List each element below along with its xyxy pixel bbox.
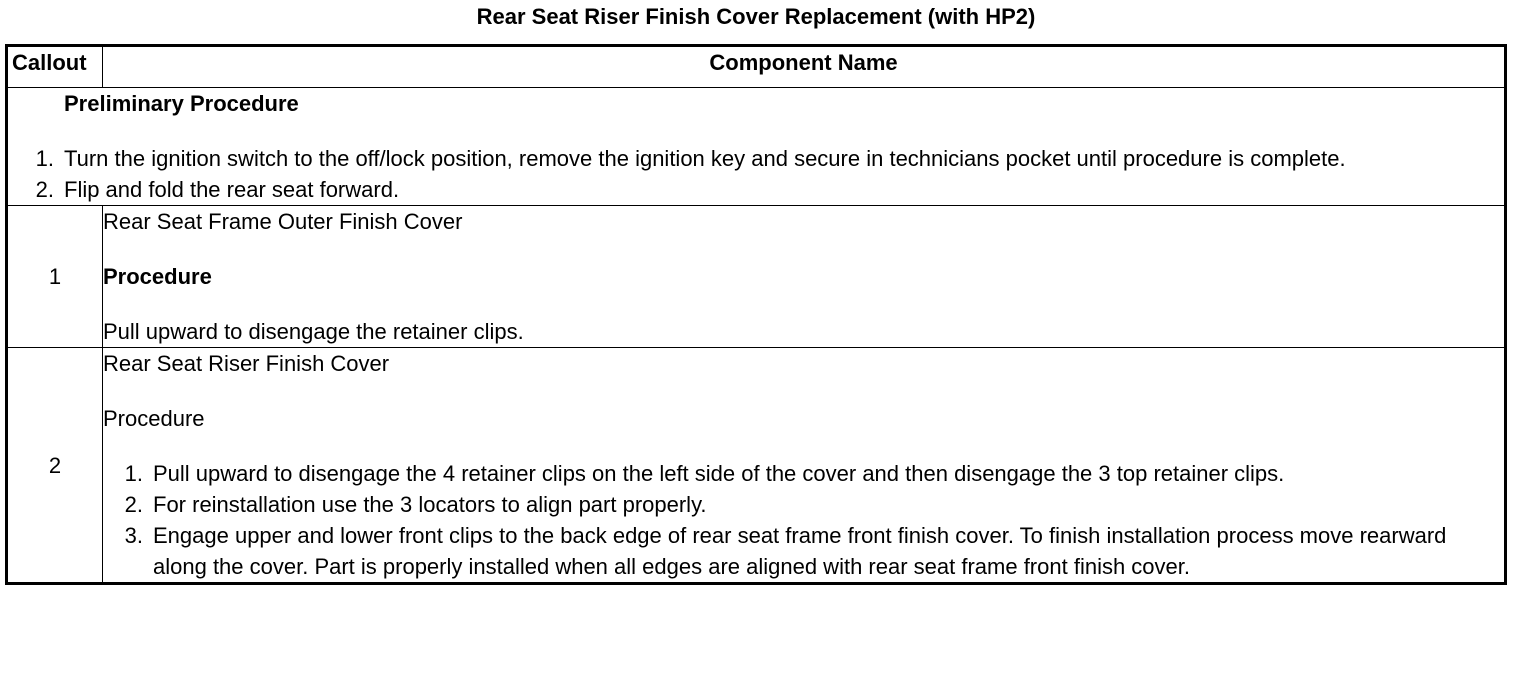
table-row [7,348,1506,584]
step-number: 2. [35,177,54,202]
preliminary-step [8,143,1504,174]
procedure-label: Procedure [103,264,212,289]
step-number: 1. [35,146,54,171]
step-number: 2. [124,492,143,517]
document-title: Rear Seat Riser Finish Cover Replacement (with HP2) [476,4,1036,29]
callout-column-header: Callout [7,46,103,88]
callout-number: 2 [7,348,103,584]
step-number: 1. [124,461,143,486]
step-text: Flip and fold the rear seat forward. [64,177,400,202]
preliminary-step [8,174,1504,205]
component-name: Rear Seat Riser Finish Cover [103,351,390,376]
callout-number: 1 [7,206,103,348]
step-text: For reinstallation use the 3 locators to align part properly. [153,492,707,517]
procedure-step [103,458,1504,489]
step-text: Turn the ignition switch to the off/lock position, remove the ignition key and secure in technicians pocket until procedure is complete. [64,146,1346,171]
table-header-row [7,46,1506,88]
component-cell [103,206,1506,348]
preliminary-row [7,88,1506,206]
component-column-header: Component Name [103,46,1506,88]
preliminary-steps [8,143,1504,205]
procedure-label: Procedure [103,406,205,431]
preliminary-cell [7,88,1506,206]
procedure-instruction: Pull upward to disengage the retainer clips. [103,319,524,344]
procedure-step [103,520,1504,582]
procedure-table [5,44,1507,585]
procedure-step [103,489,1504,520]
step-number: 3. [124,523,143,548]
table-row [7,206,1506,348]
step-text: Engage upper and lower front clips to the back edge of rear seat frame front finish cover. To finish installation process move rearward along the cover. Part is properly installed when all edges are aligned with rear seat frame front finish cover. [153,523,1447,579]
step-text: Pull upward to disengage the 4 retainer clips on the left side of the cover and then disengage the 3 top retainer clips. [153,461,1285,486]
procedure-steps [103,458,1504,582]
component-name: Rear Seat Frame Outer Finish Cover [103,209,463,234]
preliminary-heading: Preliminary Procedure [64,91,299,116]
component-cell [103,348,1506,584]
